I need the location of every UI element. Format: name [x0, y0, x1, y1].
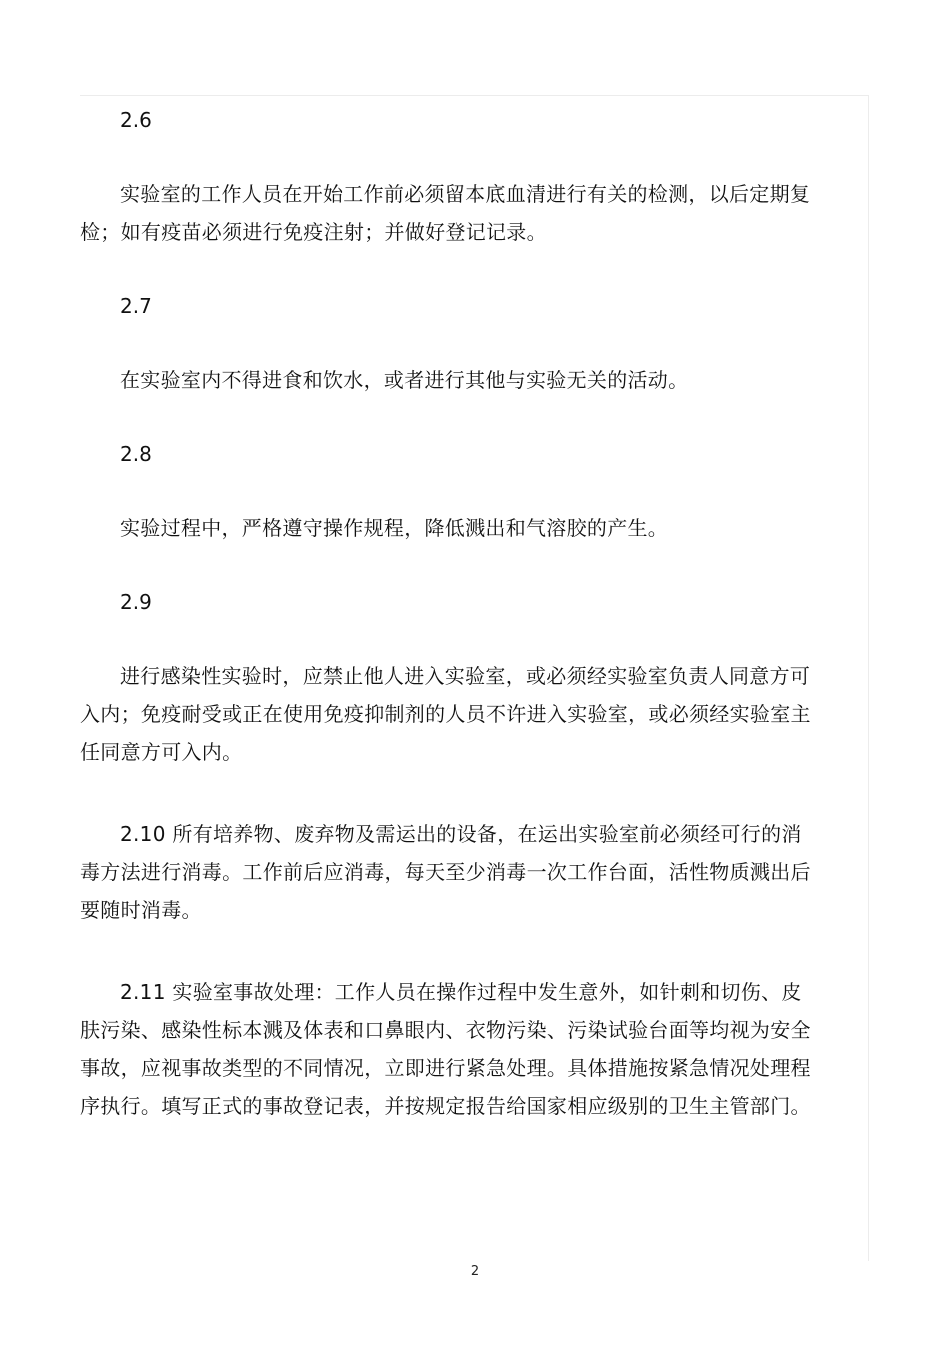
section-2-11: 2.11 实验室事故处理：工作人员在操作过程中发生意外，如针刺和切伤、皮肤污染、感染性标本溅及体表和口鼻眼内、衣物污染、污染试验台面等均视为安全事故，应视事故类型的不同情况，立即进行紧急处理。具体措施按紧急情况处理程序执行。填写正式的事故登记表，并按规定报告给国家相应级别的卫生主管部门。 — [80, 980, 811, 1118]
section-number-2-9: 2.9 — [120, 590, 152, 614]
document-body — [80, 101, 820, 1125]
section-text-2-9: 进行感染性实验时，应禁止他人进入实验室，或必须经实验室负责人同意方可入内；免疫耐受或正在使用免疫抑制剂的人员不许进入实验室，或必须经实验室主任同意方可入内。 — [80, 664, 811, 764]
section-number-2-7: 2.7 — [120, 294, 152, 318]
section-text-2-7: 在实验室内不得进食和饮水，或者进行其他与实验无关的活动。 — [120, 368, 689, 392]
section-text-2-6: 实验室的工作人员在开始工作前必须留本底血清进行有关的检测，以后定期复检；如有疫苗必须进行免疫注射；并做好登记记录。 — [80, 182, 811, 244]
section-text-2-8: 实验过程中，严格遵守操作规程，降低溅出和气溶胶的产生。 — [120, 516, 669, 540]
section-2-10: 2.10 所有培养物、废弃物及需运出的设备，在运出实验室前必须经可行的消毒方法进行消毒。工作前后应消毒，每天至少消毒一次工作台面，活性物质溅出后要随时消毒。 — [80, 822, 811, 922]
page-number: 2 — [470, 1264, 480, 1279]
section-number-2-6: 2.6 — [120, 108, 152, 132]
section-number-2-8: 2.8 — [120, 442, 152, 466]
